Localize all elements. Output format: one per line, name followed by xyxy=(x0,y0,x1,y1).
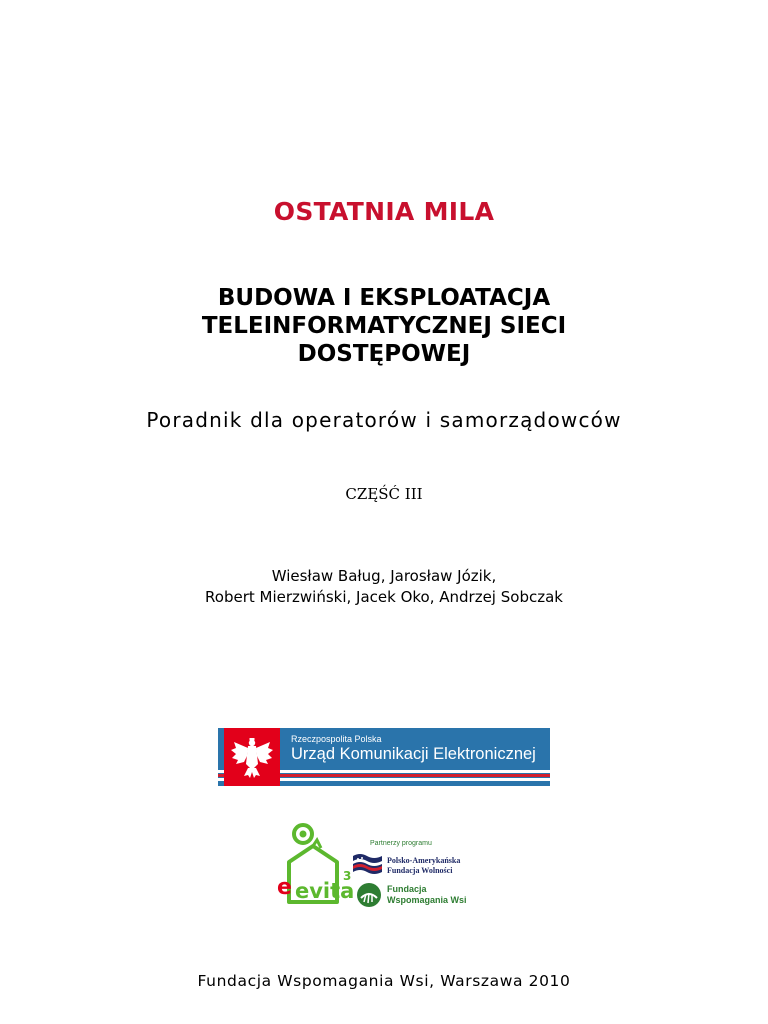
part-label: CZĘŚĆ III xyxy=(345,485,423,503)
fww-name xyxy=(387,884,467,906)
fww-line-2: Wspomagania Wsi xyxy=(387,895,467,905)
fww-logo-icon xyxy=(356,882,382,908)
series-title: OSTATNIA MILA xyxy=(273,197,495,226)
main-title-line-2: TELEINFORMATYCZNEJ SIECI xyxy=(201,313,567,339)
main-title-line-1: BUDOWA I EKSPLOATACJA xyxy=(217,285,551,311)
uke-big-text: Urząd Komunikacji Elektronicznej xyxy=(291,745,536,763)
authors-line-2: Robert Mierzwiński, Jacek Oko, Andrzej Sobczak xyxy=(205,588,563,606)
evita-superscript: 3 xyxy=(343,869,352,883)
pafw-flag-icon xyxy=(352,852,383,876)
main-title-line-3: DOSTĘPOWEJ xyxy=(297,341,471,367)
fww-line-1: Fundacja xyxy=(387,884,427,894)
polish-eagle-emblem-icon xyxy=(224,728,280,786)
pafw-name xyxy=(387,856,460,876)
pafw-line-1: Polsko-Amerykańska xyxy=(387,856,461,865)
uke-logo xyxy=(218,728,550,786)
evita-logo xyxy=(273,822,353,916)
svg-text:e: e xyxy=(277,875,292,900)
authors xyxy=(0,566,768,608)
subtitle: Poradnik dla operatorów i samorządowców xyxy=(146,408,622,432)
uke-small-text: Rzeczpospolita Polska xyxy=(291,734,382,744)
partners-label: Partnerzy programu xyxy=(370,840,432,847)
authors-line-1: Wiesław Baług, Jarosław Józik, xyxy=(271,567,497,585)
main-title xyxy=(0,284,768,368)
footer-publisher: Fundacja Wspomagania Wsi, Warszawa 2010 xyxy=(197,972,571,990)
pafw-line-2: Fundacja Wolności xyxy=(387,866,453,875)
evita-wordmark: evita xyxy=(295,879,353,903)
